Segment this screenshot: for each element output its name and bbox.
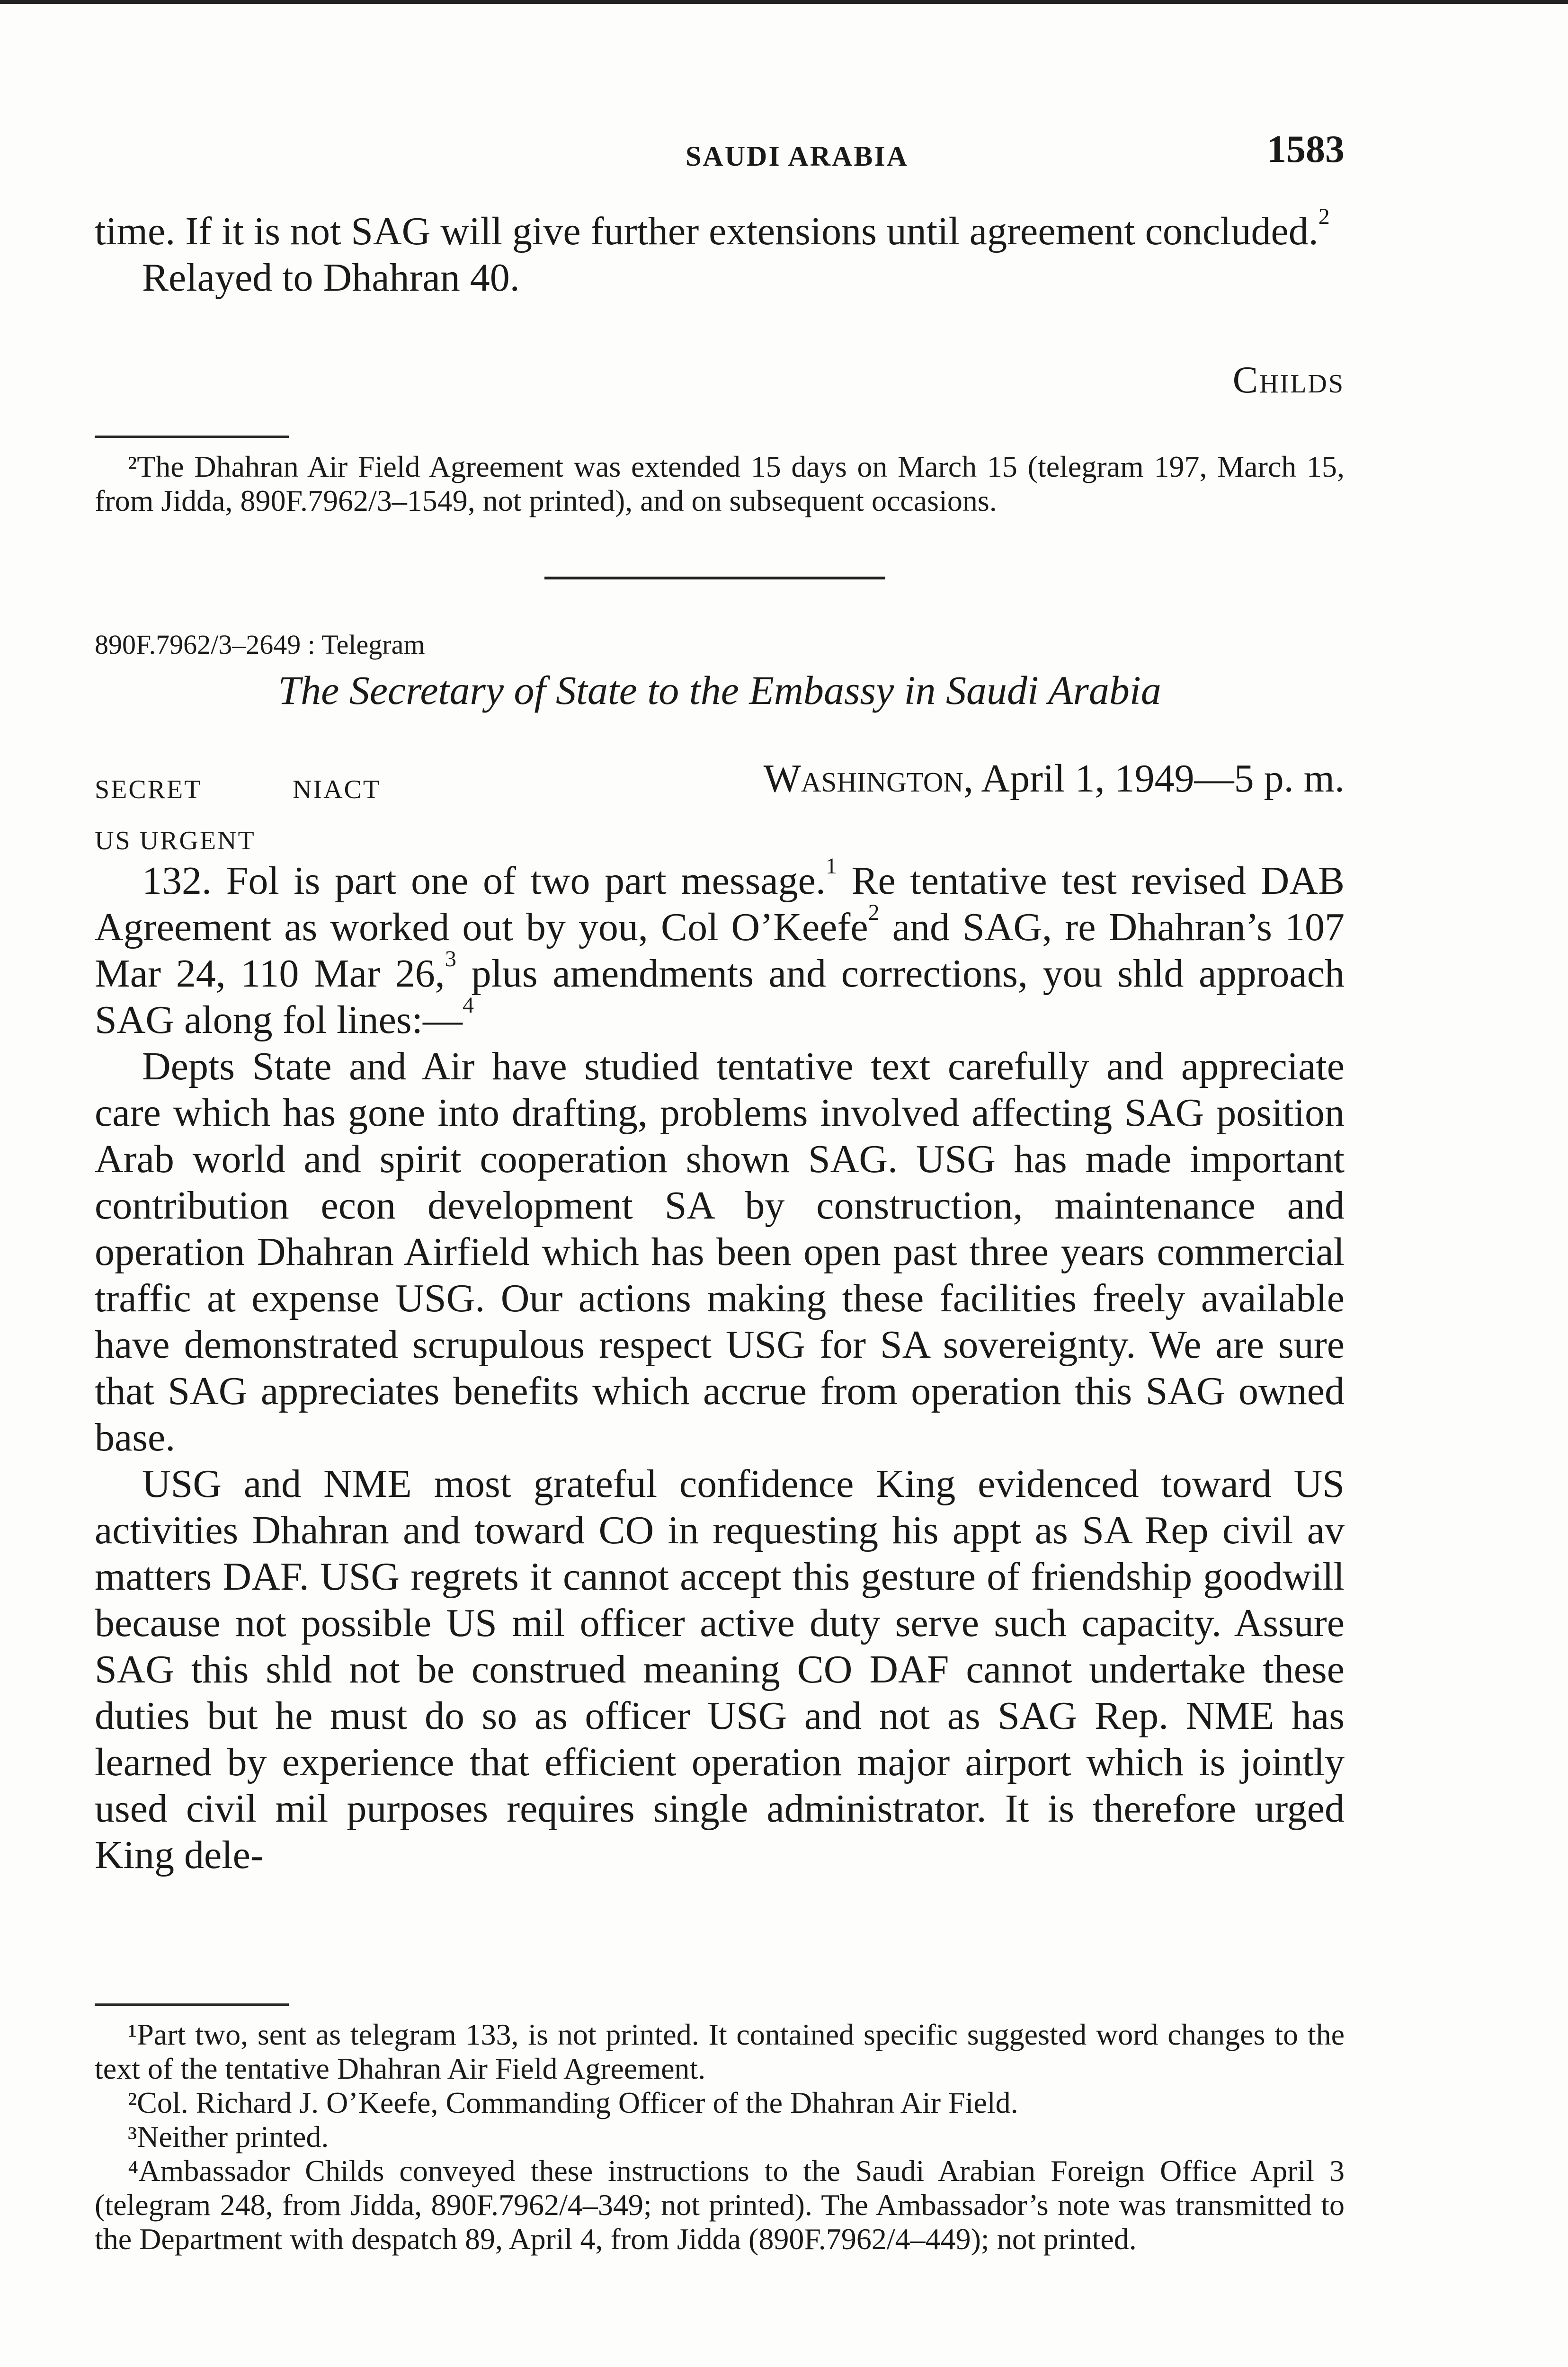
page-header <box>95 127 1345 179</box>
footnote-4: ⁴Ambassador Childs conveyed these instructions to the Saudi Arabian Foreign Office April 3 (telegram 248, from Jidda, 890F.7962/4–349; not printed). The Ambassador’s note was transmitted to the Department with despatch 89, April 4, from Jidda (890F.7962/4–449); not printed. <box>95 2154 1345 2256</box>
signature: Childs <box>1232 359 1345 401</box>
footnote-3: ³Neither printed. <box>128 2120 329 2153</box>
bottom-footnotes <box>95 2018 1345 2256</box>
footnote-rule <box>95 436 289 438</box>
top-footnotes <box>95 450 1345 518</box>
classification: SECRET <box>95 775 202 804</box>
paragraph-usg-nme: USG and NME most grateful confidence King evidenced toward US activities Dhahran and toward CO in requesting his appt as SA Rep civil av matters DAF. USG regrets it cannot accept this gesture of friendship goodwill because not possible US mil officer active duty serve such capacity. Assure SAG this shld not be construed meaning CO DAF cannot undertake these duties but he must do so as officer USG and not as SAG Rep. NME has learned by experience that efficient operation major airport which is jointly used civil mil purposes requires single administrator. It is therefore urged King dele- <box>95 1462 1345 1877</box>
continuation-text <box>95 204 1345 301</box>
separator-rule <box>544 577 885 579</box>
running-title: SAUDI ARABIA <box>686 141 909 172</box>
dateline <box>764 756 1345 801</box>
p1-text-c: and SAG, re Dhahran’s 107 Mar 24, 110 Mar 26, <box>95 905 1345 996</box>
footnote-rule-bottom <box>95 2003 289 2006</box>
dateline-place: Washington <box>763 756 963 801</box>
relay-line: Relayed to Dhahran 40. <box>142 256 520 300</box>
page-number: 1583 <box>1267 127 1345 170</box>
p1-text-a: 132. Fol is part one of two part message. <box>142 859 826 903</box>
telegram-body <box>95 854 1345 1878</box>
p1-text-d: plus amendments and corrections, you shld approach SAG along fol lines:— <box>95 952 1345 1042</box>
niact-label: NIACT <box>293 775 381 804</box>
footnote-ref: 3 <box>445 946 456 971</box>
footnote-ref: 1 <box>825 854 837 879</box>
footnote-ref: 2 <box>868 900 880 925</box>
top-border-line <box>0 0 1568 4</box>
p1-text-b: Re tentative test revised DAB Agreement as worked out by you, Col O’Keefe <box>95 859 1345 949</box>
footnote-2-top: ²The Dhahran Air Field Agreement was extended 15 days on March 15 (telegram 197, March 15, from Jidda, 890F.7962/3–1549, not printed), and on subsequent occasions. <box>95 450 1345 517</box>
paragraph-132 <box>95 854 1345 1043</box>
paragraph-depts: Depts State and Air have studied tentative text carefully and appreciate care which has gone into drafting, problems involved affecting SAG position Arab world and spirit cooperation shown SAG. USG has made important contribution econ development SA by construction, maintenance and operation Dhahran Airfield which has been open past three years commercial traffic at expense USG. Our actions making these facilities freely available have demonstrated scrupulous respect USG for SA sovereignty. We are sure that SAG appreciates benefits which accrue from operation this SAG owned base. <box>95 1044 1345 1459</box>
footnote-2: ²Col. Richard J. O’Keefe, Commanding Officer of the Dhahran Air Field. <box>128 2086 1018 2119</box>
document-id: 890F.7962/3–2649 : Telegram <box>95 629 425 660</box>
continuation-paragraph <box>95 204 1345 255</box>
continuation-text-a: time. If it is not SAG will give further extensions until agreement concluded. <box>95 209 1319 253</box>
precedence-label: US URGENT <box>95 826 256 855</box>
footnote-ref: 4 <box>462 993 474 1018</box>
document-title: The Secretary of State to the Embassy in Saudi Arabia <box>278 667 1161 713</box>
footnote-ref: 2 <box>1318 204 1330 229</box>
footnote-1: ¹Part two, sent as telegram 133, is not printed. It contained specific suggested word changes to the text of the tentative Dhahran Air Field Agreement. <box>95 2018 1345 2085</box>
dateline-date: , April 1, 1949—5 p. m. <box>963 756 1345 801</box>
